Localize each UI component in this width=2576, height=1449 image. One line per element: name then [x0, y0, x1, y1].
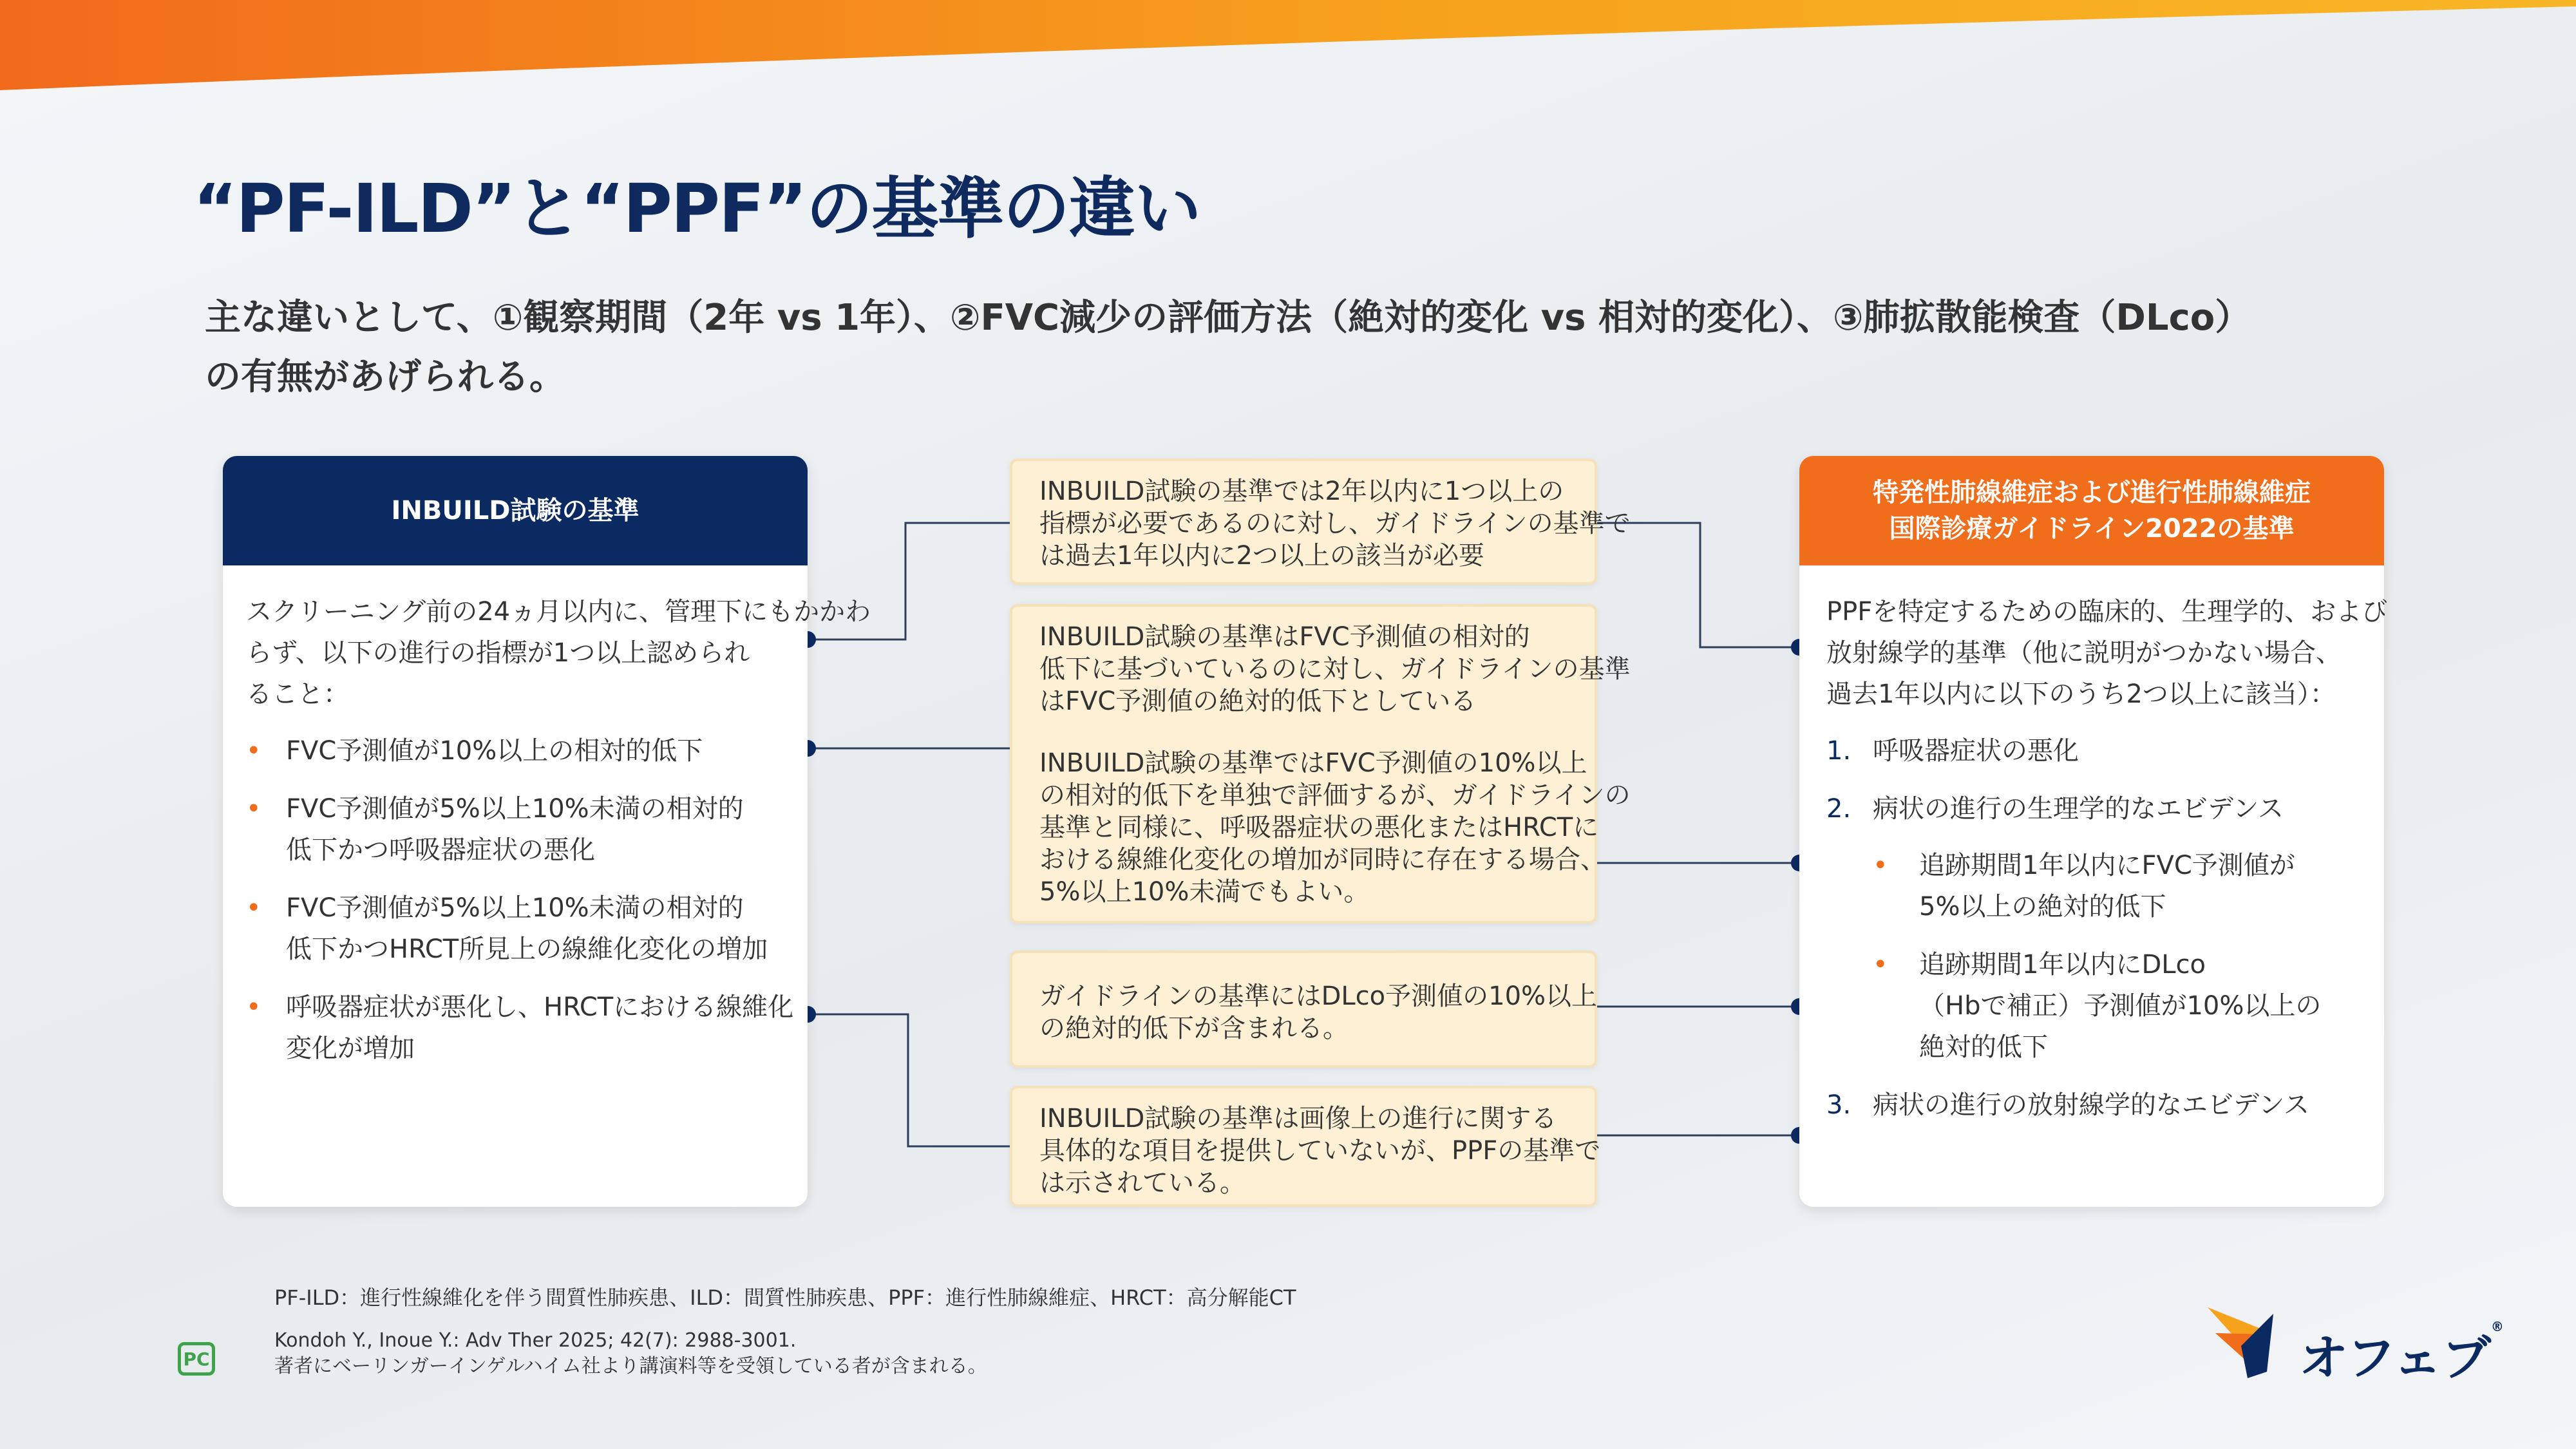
inbuild-criteria-header [223, 456, 808, 565]
guideline-numbered-list [1826, 730, 2365, 1126]
list-item [246, 887, 788, 970]
registered-mark: ® [2490, 1319, 2504, 1334]
lead-text [205, 289, 2330, 407]
inbuild-criteria-body [246, 591, 871, 1086]
logo-wordmark: オフェブ [2299, 1329, 2491, 1387]
comparison-text: の相対的低下を単独で評価するが、ガイドラインの [1039, 781, 1631, 810]
comparison-text: はFVC予測値の絶対的低下としている [1039, 687, 1477, 716]
lead-line: 主な違いとして、①観察期間（2年 vs 1年）、②FVC減少の評価方法（絶対的変化 vs 相対的変化）、③肺拡散能検査（DLco） [205, 297, 2251, 339]
list-item [1826, 1084, 2365, 1126]
bullet-icon: • [246, 736, 261, 766]
list-item [246, 788, 788, 871]
comparison-text: 基準と同様に、呼吸器症状の悪化またはHRCTに [1039, 813, 1599, 842]
list-item-text: 低下かつHRCT所見上の線維化変化の増加 [286, 934, 768, 964]
list-item-text: FVC予測値が5%以上10%未満の相対的 [286, 794, 744, 824]
comparison-text: 低下に基づいているのに対し、ガイドラインの基準 [1039, 654, 1631, 684]
list-number: 1. [1826, 736, 1852, 766]
list-item [246, 730, 788, 772]
page-title: “PF-ILD”と“PPF”の基準の違い [193, 169, 1200, 248]
guideline-sub-list [1873, 845, 2365, 1068]
intro-line: らず、以下の進行の指標が1つ以上認められ [246, 638, 750, 668]
comparison-text: 5%以上10%未満でもよい。 [1039, 877, 1370, 907]
list-item-text: 変化が増加 [286, 1034, 415, 1063]
guideline-criteria-panel [1799, 456, 2388, 1207]
comparison-text: の絶対的低下が含まれる。 [1039, 1014, 1349, 1043]
bullet-icon: • [246, 893, 261, 923]
bullet-icon: • [246, 794, 261, 824]
comparison-box-dlco [1010, 951, 1597, 1068]
inbuild-bullet-list [246, 730, 794, 1069]
pc-badge-icon: PC [178, 1342, 215, 1376]
comparison-text: INBUILD試験の基準はFVC予測値の相対的 [1039, 622, 1530, 652]
guideline-criteria-header [1799, 456, 2384, 565]
panel-header-text: 国際診療ガイドライン2022の基準 [1889, 514, 2295, 544]
lead-line: の有無があげられる。 [205, 356, 565, 398]
intro-line: PPFを特定するための臨床的、生理学的、および [1826, 597, 2388, 627]
sub-list-item [1873, 944, 2365, 1068]
intro-line: 放射線学的基準（他に説明がつかない場合、 [1826, 638, 2342, 668]
logo-mark-icon [2202, 1294, 2299, 1391]
comparison-text: INBUILD試験の基準は画像上の進行に関する [1039, 1104, 1557, 1133]
comparison-box-imaging [1010, 1086, 1601, 1207]
reference-line: 著者にベーリンガーインゲルハイム社より講演料等を受領している者が含まれる。 [274, 1355, 987, 1378]
sub-list-item [1873, 845, 2365, 927]
list-item-text: （Hbで補正）予測値が10%以上の [1919, 991, 2322, 1021]
bullet-icon: • [1873, 851, 1888, 880]
inbuild-intro [246, 591, 871, 715]
list-item-text: 呼吸器症状の悪化 [1873, 736, 2079, 766]
comparison-text: ガイドラインの基準にはDLco予測値の10%以上 [1039, 981, 1598, 1011]
panel-header-text: 特発性肺線維症および進行性肺線維症 [1873, 478, 2311, 507]
comparison-box-period [1010, 459, 1631, 585]
list-item-text: 病状の進行の生理学的なエビデンス [1873, 794, 2284, 824]
abbreviation-footnote: PF-ILD：進行性線維化を伴う間質性肺疾患、ILD：間質性肺疾患、PPF：進行性肺線維症、HRCT：高分解能CT [274, 1285, 1296, 1310]
list-number: 2. [1826, 794, 1852, 824]
comparison-text: は示されている。 [1039, 1168, 1245, 1198]
list-item-text: 追跡期間1年以内にDLco [1919, 950, 2206, 980]
reference [274, 1328, 987, 1379]
ofev-logo [2202, 1294, 2504, 1391]
intro-line: ること： [246, 679, 349, 709]
list-item-text: 絶対的低下 [1919, 1032, 2048, 1062]
panel-header-text: INBUILD試験の基準 [391, 496, 639, 526]
list-item-text: 病状の進行の放射線学的なエビデンス [1873, 1090, 2309, 1120]
intro-line: 過去1年以内に以下のうち2つ以上に該当）： [1826, 679, 2336, 709]
list-item-text: 呼吸器症状が悪化し、HRCTにおける線維化 [286, 992, 794, 1022]
inbuild-criteria-panel [223, 456, 871, 1207]
comparison-text: INBUILD試験の基準では2年以内に1つ以上の [1039, 477, 1564, 506]
guideline-intro [1826, 591, 2388, 715]
list-item [1826, 730, 2365, 772]
bullet-icon: • [246, 992, 261, 1022]
list-item-text: 5%以上の絶対的低下 [1919, 892, 2166, 922]
list-item-text: 低下かつ呼吸器症状の悪化 [286, 835, 595, 865]
comparison-text: 具体的な項目を提供していないが、PPFの基準で [1039, 1136, 1601, 1166]
bullet-icon: • [1873, 950, 1888, 980]
comparison-text: INBUILD試験の基準ではFVC予測値の10%以上 [1039, 748, 1587, 778]
list-item-text: FVC予測値が5%以上10%未満の相対的 [286, 893, 744, 923]
logo-text [2299, 1319, 2504, 1389]
comparison-text: 指標が必要であるのに対し、ガイドラインの基準で [1039, 509, 1631, 538]
intro-line: スクリーニング前の24ヵ月以内に、管理下にもかかわ [246, 597, 871, 627]
guideline-criteria-body [1826, 591, 2388, 1142]
comparison-box-fvc [1010, 604, 1631, 923]
list-item [1826, 788, 2365, 1068]
list-item-text: 追跡期間1年以内にFVC予測値が [1919, 851, 2295, 880]
header-decoration [0, 0, 2576, 97]
list-number: 3. [1826, 1090, 1852, 1120]
comparison-text: は過去1年以内に2つ以上の該当が必要 [1039, 541, 1484, 571]
comparison-text: おける線維化変化の増加が同時に存在する場合、 [1039, 845, 1606, 875]
list-item-text: FVC予測値が10%以上の相対的低下 [286, 736, 703, 766]
reference-line: Kondoh Y., Inoue Y.: Adv Ther 2025; 42(7): 2988-3001. [274, 1329, 797, 1352]
list-item [246, 987, 794, 1069]
